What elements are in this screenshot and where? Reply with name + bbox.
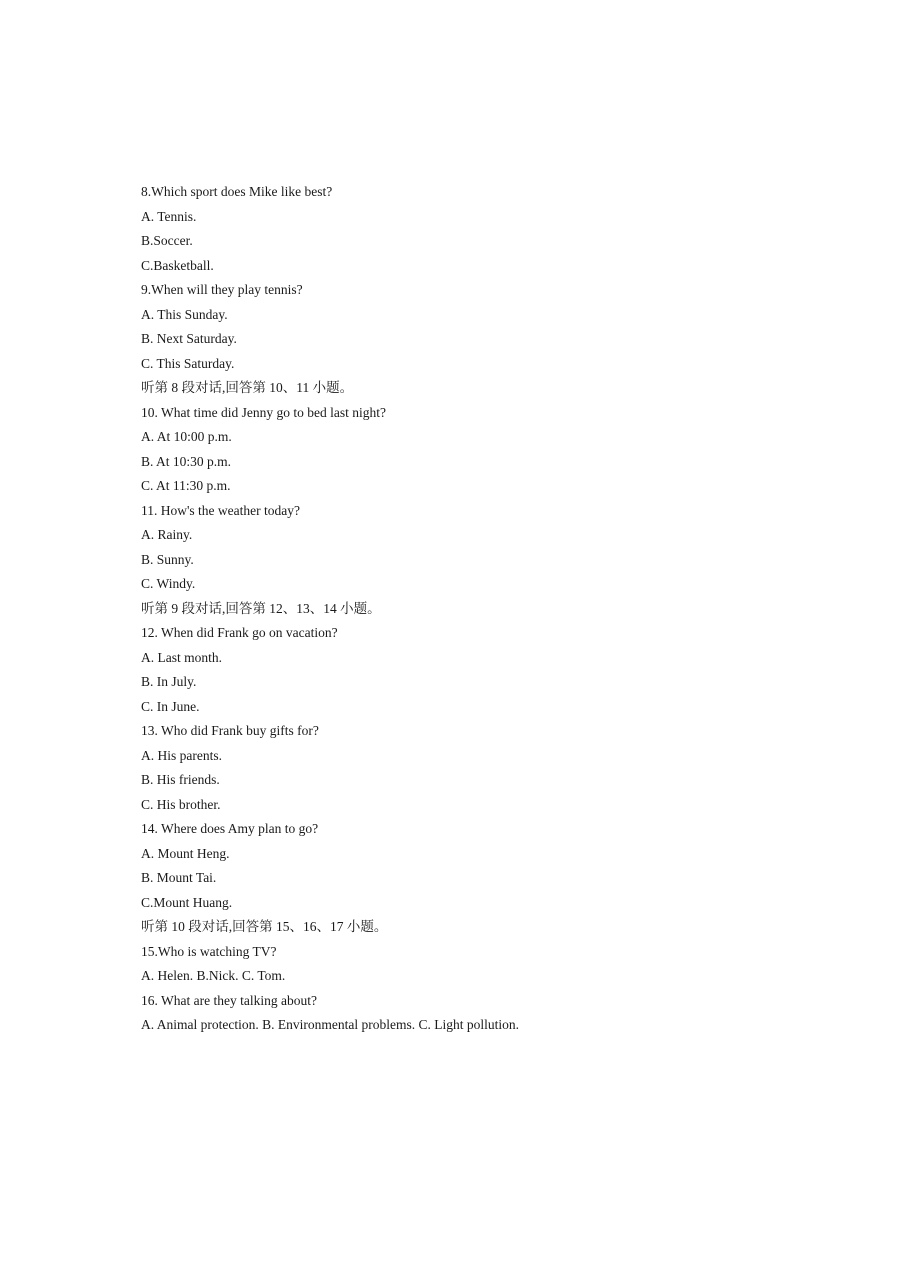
option-12b: B. In July. [141, 674, 197, 689]
option-9c: C. This Saturday. [141, 355, 235, 371]
question-9: 9.When will they play tennis? [141, 282, 303, 297]
option-14a: A. Mount Heng. [141, 845, 230, 861]
section-instruction-9: 听第 9 段对话,回答第 12、13、14 小题。 [141, 600, 381, 616]
option-14b: B. Mount Tai. [141, 870, 217, 885]
question-14: 14. Where does Amy plan to go? [141, 821, 319, 836]
question-8: 8.Which sport does Mike like best? [141, 184, 333, 199]
option-8a: A. Tennis. [141, 208, 197, 224]
option-13c: C. His brother. [141, 796, 221, 812]
option-13a: A. His parents. [141, 747, 222, 763]
option-12a: A. Last month. [141, 649, 222, 665]
options-16: A. Animal protection. B. Environmental problems. C. Light pollution. [141, 1017, 519, 1032]
option-13b: B. His friends. [141, 772, 220, 787]
question-11: 11. How's the weather today? [141, 502, 301, 518]
question-list [141, 180, 841, 1038]
option-10b: B. At 10:30 p.m. [141, 453, 232, 469]
option-10a: A. At 10:00 p.m. [141, 429, 232, 444]
question-10: 10. What time did Jenny go to bed last night? [141, 404, 386, 420]
option-8b: B.Soccer. [141, 233, 193, 248]
question-12: 12. When did Frank go on vacation? [141, 625, 338, 640]
option-11c: C. Windy. [141, 576, 196, 591]
option-12c: C. In June. [141, 698, 200, 714]
option-11a: A. Rainy. [141, 527, 193, 542]
question-13: 13. Who did Frank buy gifts for? [141, 723, 319, 738]
question-15: 15.Who is watching TV? [141, 943, 277, 959]
section-instruction-8: 听第 8 段对话,回答第 10、11 小题。 [141, 380, 354, 395]
option-14c: C.Mount Huang. [141, 894, 233, 910]
section-instruction-10: 听第 10 段对话,回答第 15、16、17 小题。 [141, 919, 388, 934]
option-9b: B. Next Saturday. [141, 331, 237, 346]
options-15: A. Helen. B.Nick. C. Tom. [141, 968, 286, 983]
option-9a: A. This Sunday. [141, 306, 228, 322]
option-8c: C.Basketball. [141, 257, 214, 273]
option-10c: C. At 11:30 p.m. [141, 478, 231, 493]
option-11b: B. Sunny. [141, 551, 194, 567]
question-16: 16. What are they talking about? [141, 992, 317, 1008]
